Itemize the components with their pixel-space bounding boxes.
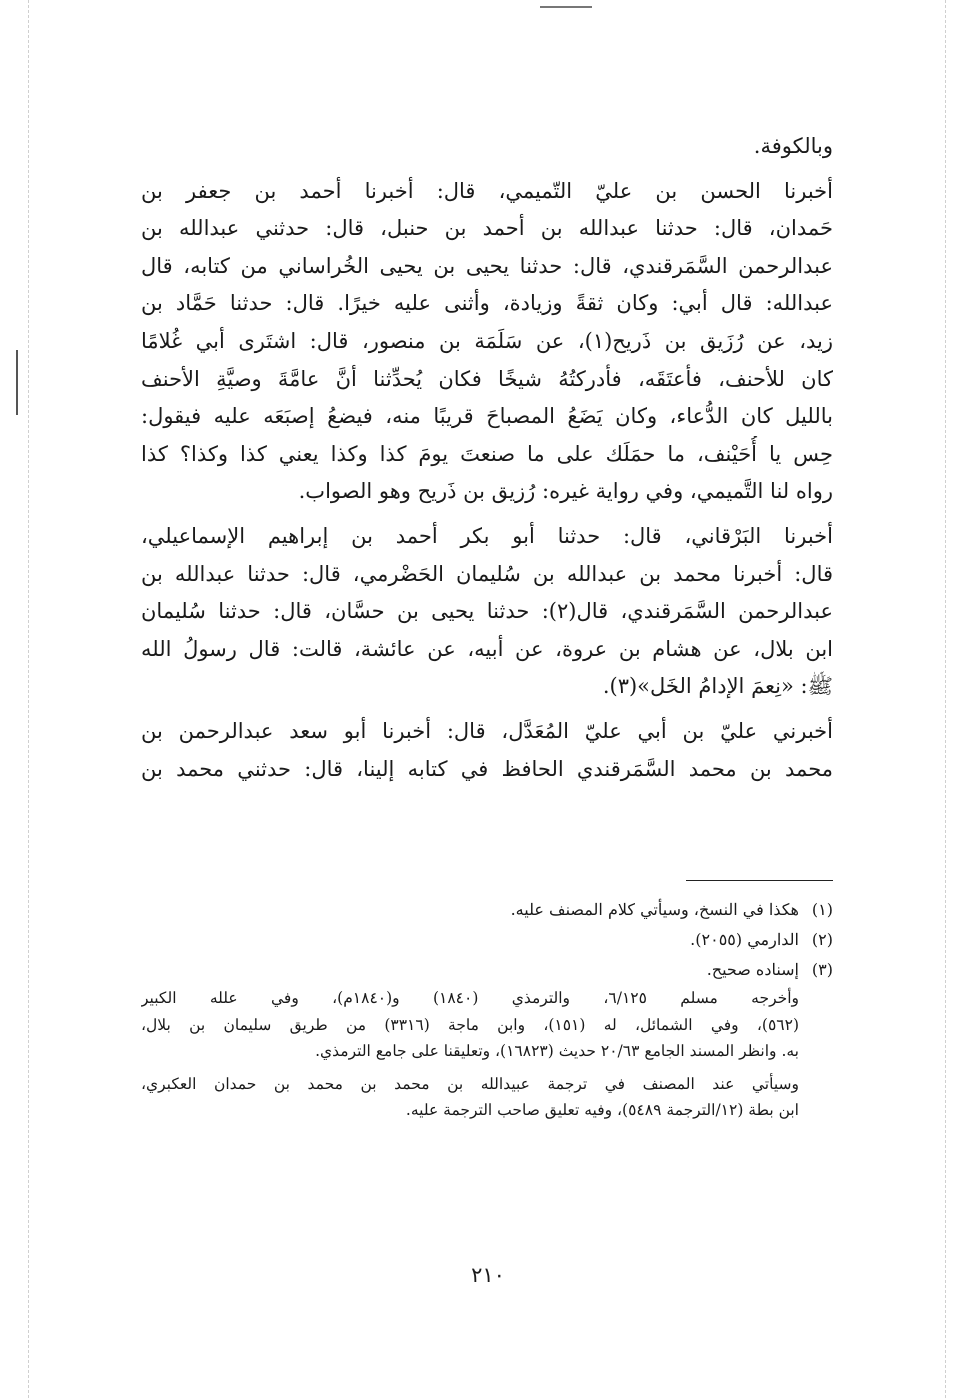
footnote-continuation	[141, 985, 833, 1124]
footnote-list	[141, 895, 833, 985]
page-edge-right	[945, 0, 946, 1398]
footnote-text: هكذا في النسخ، وسيأتي كلام المصنف عليه.	[510, 900, 799, 919]
page-number: ٢١٠	[471, 1263, 505, 1287]
text-line: أخبرنا البَرْقاني، قال: حدثنا أبو بكر أحمد بن إبراهيم الإسماعيلي،	[141, 523, 833, 548]
main-text	[141, 128, 833, 788]
text-line: عبدالله: قال أبي: وكان ثقةً وزيادة، وأثنى عليه خيرًا. قال: حدثنا حَمَّاد بن	[141, 291, 833, 316]
text-line: وبالكوفة.	[753, 134, 833, 158]
text-line: أخبرني عليّ بن أبي عليّ المُعَدَّل، قال: أخبرنا أبو سعد عبدالرحمن بن	[141, 718, 833, 743]
footnote-line: وسيأتي عند المصنف في ترجمة عبيدالله بن محمد بن محمد بن حمدان العكبري،	[141, 1074, 799, 1093]
footnote-line: (٥٦٢)، وفي الشمائل، له (١٥١)، وابن ماجة (٣٣١٦) من طريق سليمان بن بلال،	[141, 1015, 800, 1034]
footnote	[141, 895, 833, 925]
top-mark	[540, 6, 592, 8]
side-mark	[16, 350, 18, 415]
paragraph-gap	[141, 166, 833, 173]
text-line: ﷺ: «نِعمَ الإدامُ الخَل»(٣).	[602, 674, 833, 699]
text-line: حَمدان، قال: حدثنا عبدالله بن أحمد بن حنبل، قال: حدثني عبدالله بن	[141, 216, 833, 241]
footnotes	[141, 895, 833, 1124]
footnote-line: به. وانظر المسند الجامع ٢٠/٦٣ حديث (١٦٨٢٣)، وتعليقنا على جامع الترمذي.	[315, 1042, 799, 1060]
footnote-line: ابن بطة (١٢/الترجمة ٥٤٨٩)، وفيه تعليق صاحب الترجمة عليه.	[405, 1101, 799, 1119]
footnote-line: وأخرجه مسلم ٦/١٢٥، والترمذي (١٨٤٠) و(١٨٤٠م)، وفي علله الكبير	[141, 989, 799, 1007]
footnote-number: (٢)	[811, 930, 833, 949]
page-edge-left	[28, 0, 29, 1398]
footnote-text: إسناده صحيح.	[706, 960, 799, 979]
footnote-number: (٣)	[811, 960, 833, 979]
text-line: أخبرنا الحسن بن عليّ التّميمي، قال: أخبرنا أحمد بن جعفر بن	[141, 178, 833, 203]
footnote-text: الدارمي (٢٠٥٥).	[690, 930, 799, 949]
paragraph-gap	[141, 706, 833, 713]
text-line: رواه لنا التَّميمي، وفي رواية غيره: رُزيق بن ذَريح وهو الصواب.	[298, 479, 833, 504]
text-line: حِس يا أُحَيْنف، ما حمَلَك على ما صنعتَ يومَ كذا وكذا يعني كذا وكذا؟ كذا	[141, 441, 833, 466]
text-line: عبدالرحمن السَّمَرقندي، قال(٢): حدثنا يحيى بن حسَّان، قال: حدثنا سُليمان	[141, 599, 833, 624]
footnote-number: (١)	[811, 900, 833, 919]
text-line: كان للأحنف، فأعتَقَه، فأدركتُهُ شيخًا فكان يُحدِّثنا أنَّ عامَّةَ وصيَّةِ الأحنف	[141, 366, 833, 391]
text-line: قال: أخبرنا محمد بن عبدالله بن سُليمان الحَضْرمي، قال: حدثنا عبدالله بن	[141, 561, 833, 586]
footnote	[141, 925, 833, 955]
text-line: محمد بن محمد السَّمَرقندي الحافظ في كتابه إلينا، قال: حدثني محمد بن	[141, 756, 833, 781]
text-line: عبدالرحمن السَّمَرقندي، قال: حدثنا يحيى بن يحيى الخُراساني من كتابه، قال	[141, 253, 833, 278]
text-line: بالليل كان الدُّعاء، وكان يَضَعُ المصباحَ قريبًا منه، فيضعُ إصبَعَه عليه فيقول:	[141, 404, 833, 429]
footnote-separator	[686, 880, 833, 881]
footnote	[141, 955, 833, 985]
text-line: ابن بلال، عن هشام بن عروة، عن أبيه، عن عائشة، قالت: قال رسولُ الله	[141, 636, 833, 661]
text-line: زيد، عن رُزَيق بن ذَريح(١)، عن سَلَمَة بن منصور، قال: اشتَرى أبي غُلامًا	[141, 328, 833, 353]
paragraph-gap	[141, 511, 833, 518]
